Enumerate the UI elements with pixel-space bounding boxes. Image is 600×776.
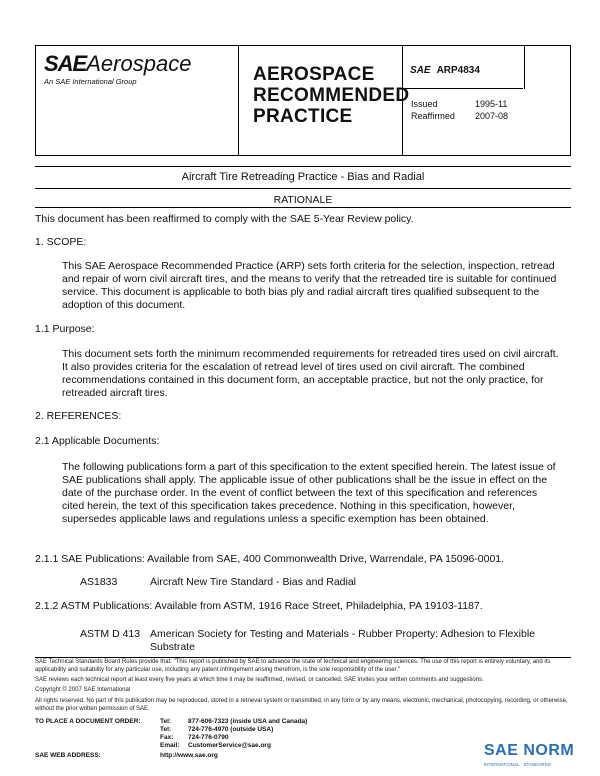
section-2-1-2-heading: 2.1.2 ASTM Publications: Available from ASTM, 1916 Race Street, Philadelphia, PA 19103-1187.	[35, 600, 483, 612]
tel2-value: 724-776-4970 (outside USA)	[188, 726, 274, 733]
tel-value: 877-606-7323 (inside USA and Canada)	[188, 718, 308, 725]
title-rule	[35, 188, 571, 189]
order-label: TO PLACE A DOCUMENT ORDER:	[35, 718, 141, 725]
tel2-label: Tel:	[160, 726, 172, 733]
section-2-heading: 2. REFERENCES:	[35, 410, 122, 422]
rationale-heading: RATIONALE	[273, 194, 333, 206]
header-divider	[238, 46, 239, 155]
section-1-heading: 1. SCOPE:	[35, 236, 87, 248]
fax-value: 724-776-0790	[188, 734, 229, 741]
fax-label: Fax:	[160, 734, 174, 741]
section-1-1-heading: 1.1 Purpose:	[35, 323, 95, 335]
sae-norm-watermark-sub: INTERNATIONAL · STANDARDS	[484, 762, 551, 767]
document-type: AEROSPACE RECOMMENDED PRACTICE	[253, 64, 410, 127]
header-divider	[524, 46, 525, 89]
reference-code: ASTM D 413	[80, 628, 141, 640]
email-value[interactable]: CustomerService@sae.org	[188, 742, 271, 749]
footer-rules: SAE Technical Standards Board Rules provide that: "This report is published by SAE to advance the state of technical and engineering sciences. The use of this report is entirely voluntary, and its applicability and suitability for any particular use, including any patent infringement arising therefrom, is the sole responsibility of the user."	[35, 659, 551, 673]
web-link[interactable]: http://www.sae.org	[160, 752, 218, 759]
issue-dates: Issued 1995-11 Reaffirmed 2007-08	[411, 99, 509, 121]
footer-rights: All rights reserved. No part of this publication may be reproduced, stored in a retrieval system or transmitted, in any form or by any means, electronic, mechanical, photocopying, recording, or otherwise, without the prior written permission of SAE.	[35, 698, 568, 712]
reference-title: American Society for Testing and Materials - Rubber Property: Adhesion to Flexible Substrate	[150, 628, 535, 653]
footer-copyright: Copyright © 2007 SAE International	[35, 687, 131, 693]
reference-code: AS1833	[80, 576, 118, 588]
section-1-text: This SAE Aerospace Recommended Practice (ARP) sets forth criteria for the selection, inspection, retread and repair of worn civil aircraft tires, and the means to verify that the retreaded tire is suitable for continued service. This document is applicable to both bias ply and radial aircraft tires qualified subsequent to the adoption of this document.	[62, 260, 557, 311]
section-2-1-heading: 2.1 Applicable Documents:	[35, 435, 160, 447]
title-rule	[35, 166, 571, 167]
web-label: SAE WEB ADDRESS:	[35, 752, 101, 759]
rationale-rule	[35, 207, 571, 208]
section-2-1-text: The following publications form a part of this specification to the extent specified herein. The latest issue of SAE publications shall apply. The applicable issue of other publications shall be the issue in effect on the date of the purchase order. In the event of conflict between the text of this specification and references cited herein, the text of this specification takes precedence. Nothing in this specification, however, supersedes applicable laws and regulations unless a specific exemption has been obtained.	[62, 461, 556, 525]
sae-aerospace-logo: SAEAerospace An SAE International Group	[44, 51, 192, 86]
section-1-1-text: This document sets forth the minimum recommended requirements for retreaded tires used on civil aircraft. It also provides criteria for the escalation of retread level of tires used on civil aircraft. The combined recommendations contained in this document form, an acceptable practice, but not the only practice, for retreaded aircraft tires.	[62, 348, 559, 399]
document-title: Aircraft Tire Retreading Practice - Bias and Radial	[181, 171, 425, 183]
document-number: SAE ARP4834	[410, 65, 480, 76]
footer-review: SAE reviews each technical report at least every five years at which time it may be reaffirmed, revised, or cancelled. SAE invites your written comments and suggestions.	[35, 677, 484, 683]
header-rule	[400, 88, 523, 89]
reference-title: Aircraft New Tire Standard - Bias and Radial	[150, 576, 357, 588]
tel-label: Tel:	[160, 718, 172, 725]
section-2-1-1-heading: 2.1.1 SAE Publications: Available from SAE, 400 Commonwealth Drive, Warrendale, PA 15096-0001.	[35, 553, 505, 565]
rationale-text: This document has been reaffirmed to comply with the SAE 5-Year Review policy.	[35, 213, 414, 225]
sae-norm-watermark: SAE NORM	[484, 742, 575, 759]
email-label: Email:	[160, 742, 180, 749]
footer-rule	[35, 657, 571, 658]
